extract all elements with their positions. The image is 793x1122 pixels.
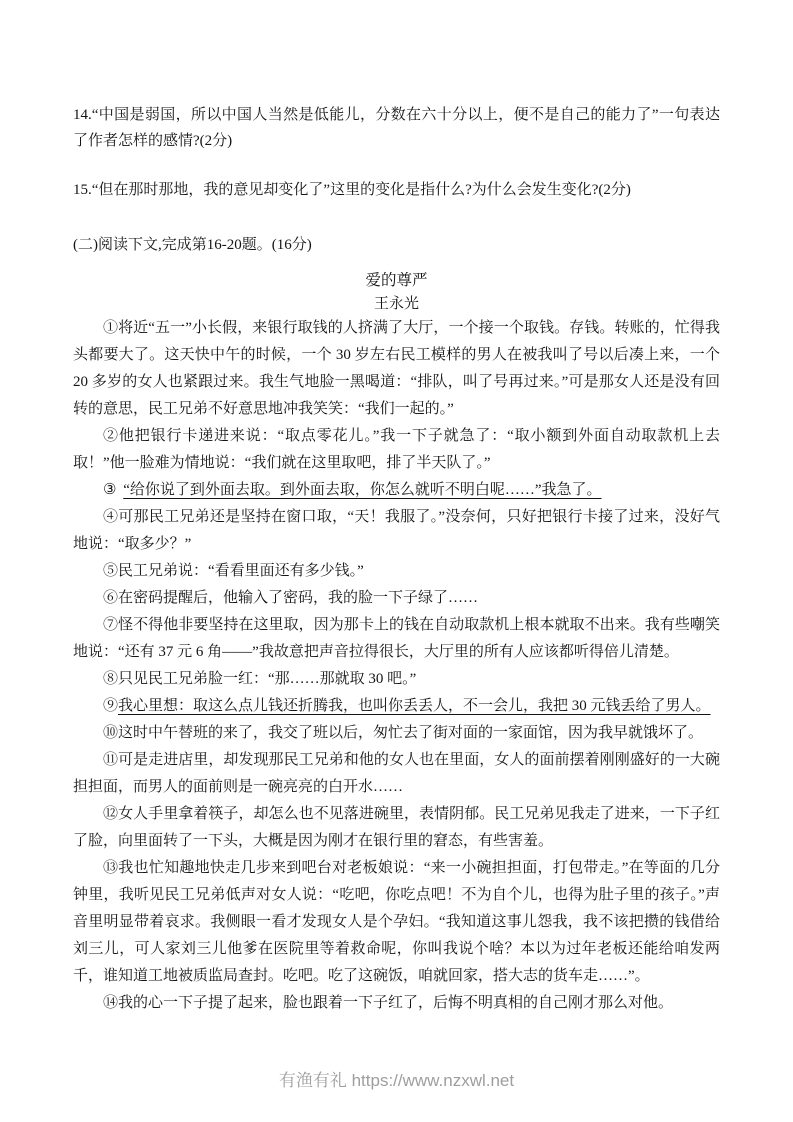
paragraph-text: 在密码提醒后，他输入了密码，我的脸一下子绿了……: [118, 590, 479, 606]
footer-watermark: 有渔有礼 https://www.nzxwl.net: [278, 1071, 515, 1090]
paragraph-text: 怪不得他非要坚持在这里取，因为那卡上的钱在自动取款机上根本就取不出来。我有些嘲笑地说：“还有 37 元 6 角——”我故意把声音拉得很长，大厅里的所有人应该都听得倍儿清楚。: [73, 617, 720, 660]
passage-paragraph-5: [73, 558, 720, 585]
passage-paragraph-9: [73, 693, 720, 720]
paragraph-text-underlined: “给你说了到外面去取。到外面去取，你怎么就听不明白呢……”我急了。: [123, 482, 602, 498]
paragraph-marker: ⑤: [103, 563, 119, 579]
passage-paragraph-10: [73, 720, 720, 747]
paragraph-marker: ⑫: [103, 806, 119, 822]
paragraph-text: 女人手里拿着筷子，却怎么也不见落进碗里，表情阴郁。民工兄弟见我走了进来，一下子红了脸，向里面转了一下头，大概是因为刚才在银行里的窘态，有些害羞。: [73, 806, 720, 849]
paragraph-text: 他把银行卡递进来说：“取点零花儿。”我一下子就急了：“取小额到外面自动取款机上去取！”他一脸难为情地说：“我们就在这里取吧，排了半天队了。”: [73, 428, 720, 471]
paragraph-marker: ⑥: [103, 590, 119, 606]
paragraph-text: 可那民工兄弟还是坚持在窗口取，“天！我服了。”没奈何，只好把银行卡接了过来，没好气地说：“取多少？”: [73, 509, 720, 552]
paragraph-text: 将近“五一”小长假，来银行取钱的人挤满了大厅，一个接一个取钱。存钱。转账的，忙得我头都要大了。这天快中午的时候，一个 30 岁左右民工模样的男人在被我叫了号以后凑上来，一个 20 多岁的女人也紧跟过来。我生气地脸一黑喝道：“排队，叫了号再过来。”可是那女人还是没有回转的意思，民工兄弟不好意思地冲我笑笑：“我们一起的。”: [73, 320, 720, 417]
paragraph-text: 这时中午替班的来了，我交了班以后，匆忙去了街对面的一家面馆，因为我早就饿坏了。: [118, 725, 704, 741]
paragraph-text: 民工兄弟说：“看看里面还有多少钱。”: [118, 563, 364, 579]
passage-paragraph-2: [73, 423, 720, 477]
paragraph-marker: ④: [103, 509, 119, 525]
paragraph-marker: ⑬: [103, 860, 119, 876]
passage-author: 王永光: [373, 296, 419, 312]
paragraph-marker: ⑭: [103, 995, 119, 1011]
paragraph-text: 我也忙知趣地快走几步来到吧台对老板娘说：“来一小碗担担面，打包带走。”在等面的几分钟里，我听见民工兄弟低声对女人说：“吃吧，你吃点吧！不为自个儿，也得为肚子里的孩子。”声音里明显带着哀求。我侧眼一看才发现女人是个孕妇。“我知道这事儿怨我，我不该把攒的钱借给刘三儿，可人家刘三儿他爹在医院里等着救命呢，你叫我说个啥？本以为过年老板还能给咱发两千，谁知道工地被质监局查封。吃吧。吃了这碗饭，咱就回家，搭大志的货车走……”。: [73, 860, 720, 984]
passage-paragraph-14: [73, 990, 720, 1017]
question-15: 15.“但在那时那地，我的意见却变化了”这里的变化是指什么?为什么会发生变化?(2分): [73, 182, 631, 198]
paragraph-text-underlined: 我心里想：取这么点儿钱还折腾我，也叫你丢丢人，不一会儿，我把 30 元钱丢给了男人。: [118, 698, 711, 714]
passage-paragraph-3: [73, 477, 720, 504]
paragraph-text: 只见民工兄弟脸一红：“那……那就取 30 吧。”: [118, 671, 417, 687]
paragraph-marker: ⑨: [103, 698, 119, 714]
passage-paragraph-7: [73, 612, 720, 666]
passage-paragraph-4: [73, 504, 720, 558]
passage-paragraph-12: [73, 801, 720, 855]
paragraph-marker: ⑪: [103, 752, 119, 768]
paragraph-marker: ⑩: [103, 725, 119, 741]
paragraph-marker: ⑦: [103, 617, 119, 633]
question-14: 14.“中国是弱国，所以中国人当然是低能儿，分数在六十分以上，便不是自己的能力了”一句表达了作者怎样的感情?(2分): [73, 107, 720, 149]
passage-paragraph-6: [73, 585, 720, 612]
passage-paragraph-11: [73, 747, 720, 801]
paragraph-marker: ③: [103, 482, 117, 498]
passage-paragraph-13: [73, 855, 720, 990]
section-header: (二)阅读下文,完成第16-20题。(16分): [73, 237, 312, 253]
paragraph-marker: ②: [103, 428, 119, 444]
passage-title: 爱的尊严: [365, 272, 428, 289]
paragraph-marker: ①: [103, 320, 119, 336]
paragraph-text: 我的心一下子提了起来，脸也跟着一下子红了，后悔不明真相的自己刚才那么对他。: [118, 995, 674, 1011]
passage-paragraph-8: [73, 666, 720, 693]
passage-paragraph-1: [73, 315, 720, 423]
paragraph-marker: ⑧: [103, 671, 119, 687]
paragraph-text: 可是走进店里，却发现那民工兄弟和他的女人也在里面，女人的面前摆着刚刚盛好的一大碗担担面，而男人的面前则是一碗亮亮的白开水……: [73, 752, 720, 795]
passage-body: [73, 315, 720, 1017]
